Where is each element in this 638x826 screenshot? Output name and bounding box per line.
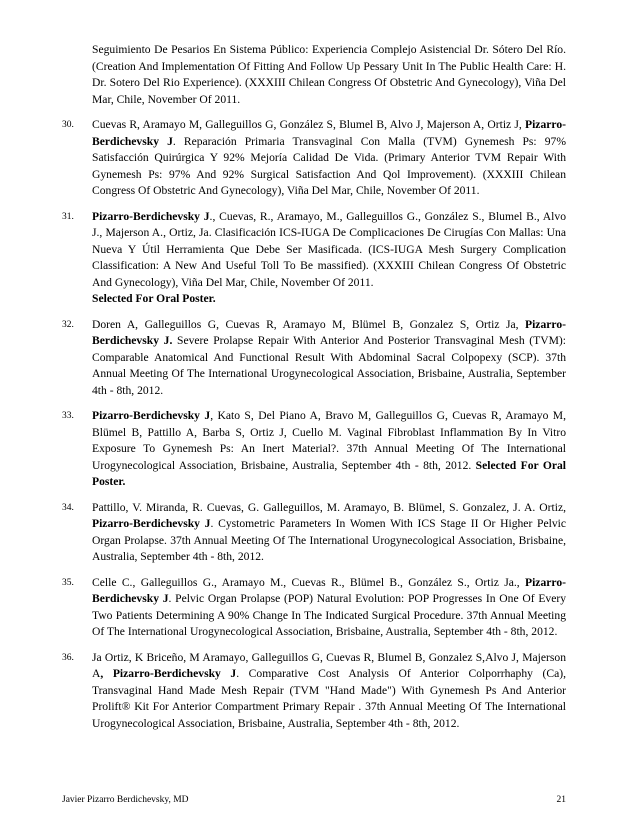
publication-entry-30 xyxy=(62,117,566,200)
entry-authors: Doren A, Galleguillos G, Cuevas R, Aramayo M, Blümel B, Gonzalez S, Ortiz Ja, xyxy=(92,317,525,331)
continued-entry xyxy=(62,42,566,108)
entry-number: 36. xyxy=(62,652,74,663)
entry-highlight-author: Pizarro-Berdichevsky J xyxy=(92,118,566,148)
entry-authors: Celle C., Galleguillos G., Aramayo M., Cuevas R., Blümel B., González S., Ortiz Ja., xyxy=(92,575,525,589)
entry-highlight-author: Pizarro-Berdichevsky J xyxy=(92,209,210,223)
entry-highlight-author: Pizarro-Berdichevsky J xyxy=(92,575,566,605)
entry-title: . Cystometric Parameters In Women With ICS Stage II Or Higher Pelvic Organ Prolapse. 37th Annual Meeting Of The International Urogynecological Association, Brisbaine, Australia, September 4th - 8th, 2012. xyxy=(92,517,566,563)
entry-title: Severe Prolapse Repair With Anterior And Posterior Transvaginal Mesh (TVM): Comparable Anatomical And Functional Result With Abdominal Sacral Colpopexy (SCP). 37th Annual Meeting Of The International Urogynecological Association, Brisbaine, Australia, September 4th - 8th, 2012. xyxy=(92,334,566,397)
continued-entry-text: Seguimiento De Pesarios En Sistema Público: Experiencia Complejo Asistencial Dr. Sótero Del Río. (Creation And Implementation Of Fitting And Follow Up Pessary Unit In The Public Health Care: H. Dr. Sotero Del Rio Experience). (XXXIII Chilean Congress Of Obstetric And Gynecology), Viña Del Mar, Chile, November Of 2011. xyxy=(92,43,566,106)
publication-entry-32 xyxy=(62,317,566,400)
entry-authors: Ja Ortiz, K Briceño, M Aramayo, Galleguillos G, Cuevas R, Blumel B, Gonzalez S,Alvo J, Majerson A xyxy=(92,650,566,680)
entry-title: . Pelvic Organ Prolapse (POP) Natural Evolution: POP Progresses In One Of Every Two Patients Determining A 90% Change In The Indicated Surgical Procedure. 37th Annual Meeting Of The International Urogynecological Association, Brisbaine, Australia, September 4th - 8th, 2012. xyxy=(92,592,566,638)
entry-highlight-author: Pizarro-Berdichevsky J xyxy=(92,409,211,422)
entry-number: 31. xyxy=(62,211,74,222)
entry-number: 30. xyxy=(62,120,74,130)
entry-highlight-author: , Pizarro-Berdichevsky J xyxy=(100,667,237,680)
entry-note: Selected For Oral Poster. xyxy=(92,292,216,305)
entry-note: Selected For Oral Poster. xyxy=(92,458,566,488)
publication-entry-36 xyxy=(62,650,566,733)
entry-number: 34. xyxy=(62,502,74,513)
publication-entry-31 xyxy=(62,209,566,308)
publication-entry-35 xyxy=(62,575,566,641)
entry-title: . Comparative Cost Analysis Of Anterior Colporrhaphy (Ca), Transvaginal Hand Made Mesh Repair (TVM "Hand Made") With Gynemesh Ps And Anterior Prolift® Kit For Anterior Compartment Primary Repair . 37th Annual Meeting Of The International Urogynecological Association, Brisbaine, Australia, September 4th - 8th, 2012. xyxy=(92,667,566,730)
entry-highlight-author: Pizarro-Berdichevsky J xyxy=(92,517,211,530)
page-number: 21 xyxy=(556,795,566,805)
entry-number: 33. xyxy=(62,411,74,421)
entry-number: 35. xyxy=(62,577,74,588)
entry-title: . Reparación Primaria Transvaginal Con Malla (TVM) Gynemesh Ps: 97% Satisfacción Quirúrgica Y 92% Mejoría Calidad De Vida. (Primary Anterior TVM Repair With Gynemesh Ps: 97% And 92% Surgical Satisfaction And Qol Improvement). (XXXIII Chilean Congress Of Obstetric And Gynecology), Viña Del Mar, Chile, November Of 2011. xyxy=(92,134,566,197)
entry-number: 32. xyxy=(62,319,74,330)
publication-entry-33 xyxy=(62,408,566,491)
entry-highlight-author: Pizarro-Berdichevsky J. xyxy=(92,317,566,347)
entry-authors: Pattillo, V. Miranda, R. Cuevas, G. Galleguillos, M. Aramayo, B. Blümel, S. Gonzalez, J. A. Ortiz, xyxy=(92,500,566,514)
entry-authors: Cuevas R, Aramayo M, Galleguillos G, González S, Blumel B, Alvo J, Majerson A, Ortiz J, xyxy=(92,118,525,131)
entry-title: ., Cuevas, R., Aramayo, M., Galleguillos G., González S., Blumel B., Alvo J., Majerson A., Ortiz, Ja. Clasificación ICS-IUGA De Complicaciones De Cirugías Con Mallas: Una Nueva Y Útil Herramienta Que Debe Ser Masificada. (ICS-IUGA Mesh Surgery Complication Classification: A New And Useful Toll To Be massified). (XXXIII Chilean Congress Of Obstetric And Gynecology), Viña Del Mar, Chile, November Of 2011. xyxy=(92,209,566,289)
publication-entry-34 xyxy=(62,500,566,566)
footer-author: Javier Pizarro Berdichevsky, MD xyxy=(62,795,189,805)
entry-title: , Kato S, Del Piano A, Bravo M, Galleguillos G, Cuevas R, Aramayo M, Blümel B, Pattillo A, Barba S, Ortiz J, Cuello M. Vaginal Fibroblast Inflammation By In Vitro Exposure To Gynemesh Ps: An Inert Material?. 37th Annual Meeting Of The International Urogynecological Association, Brisbaine, Australia, September 4th - 8th, 2012. xyxy=(92,409,566,472)
publication-list xyxy=(62,42,566,732)
